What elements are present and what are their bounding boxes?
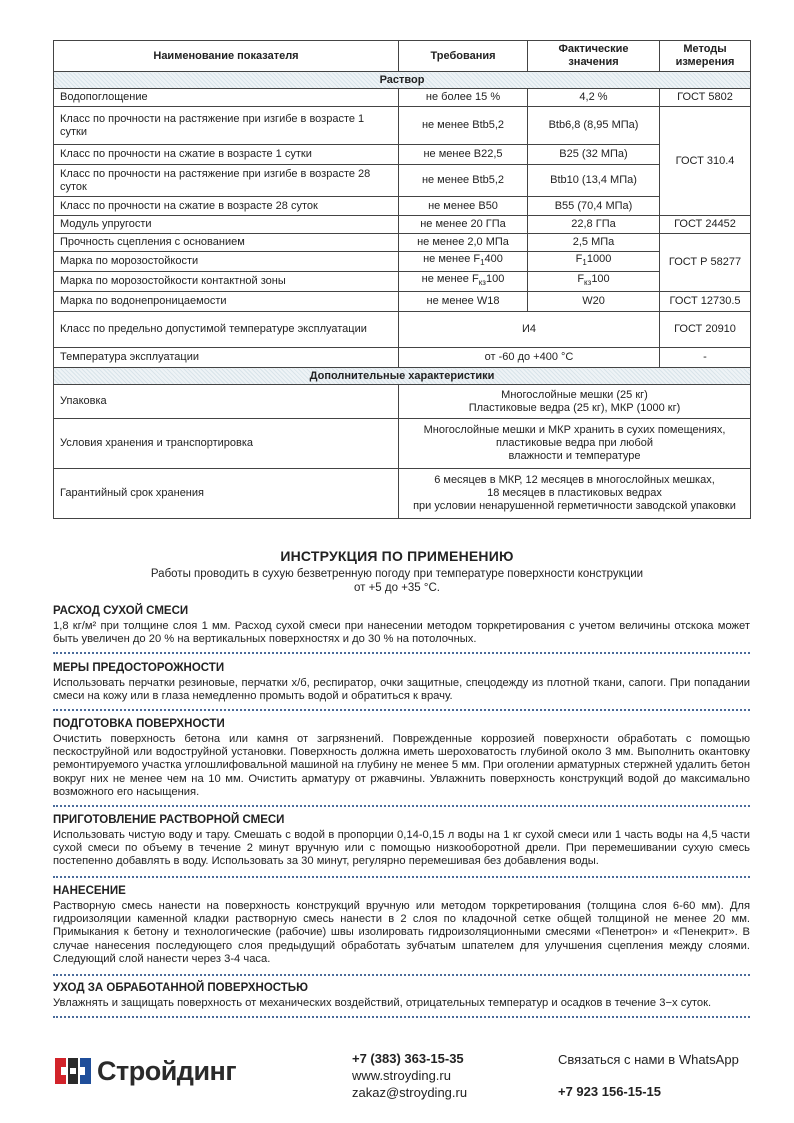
dotted-divider: [53, 974, 750, 976]
dotted-divider: [53, 1016, 750, 1018]
row-name: Модуль упругости: [54, 216, 399, 234]
table-row: [54, 385, 751, 419]
phone-link[interactable]: +7 (383) 363-15-35: [352, 1051, 464, 1066]
logo-mark-icon: [53, 1056, 93, 1086]
section-text: Растворную смесь нанести на поверхность конструкций вручную или методом торкретирования (толщина слоя 6-60 мм). Для гидроизоляции каменной кладки растворную смесь нанести в 2 слоя по кладочной сетке общей толщиной не менее 20 мм. Примыкания к бетону и технологические (рабочие) швы изолировать гидроизоляционными смесями «Пенетрон» и «Пенекрит». В случае нанесения последующего слоя предыдущий обработать зубчатым шпателем для улучшения сцепления между слоями. Следующий слой нанести через 3-4 часа.: [53, 900, 750, 965]
section-mixing: [53, 813, 750, 869]
fact-subscript: кз: [584, 278, 592, 288]
row-fact: W20: [528, 292, 660, 312]
row-name: Класс по прочности на растяжение при изгибе в возрасте 28 суток: [54, 165, 399, 197]
req-prefix: не менее F: [421, 273, 479, 286]
subtitle-line: от +5 до +35 °С.: [353, 582, 440, 594]
header-actual: Фактические значения: [528, 41, 660, 72]
row-method: -: [660, 348, 751, 368]
value-line: 6 месяцев в МКР, 12 месяцев в многослойных мешках,: [434, 474, 715, 486]
fact-prefix: F: [577, 273, 585, 286]
row-fact: 2,5 МПа: [528, 234, 660, 252]
row-fact: B25 (32 МПа): [528, 145, 660, 165]
row-method: ГОСТ 310.4: [660, 107, 751, 216]
subtitle-line: Работы проводить в сухую безветренную погоду при температуре поверхности конструкции: [150, 568, 644, 580]
table-row: [54, 216, 751, 234]
table-row: [54, 234, 751, 252]
section-heading: УХОД ЗА ОБРАБОТАННОЙ ПОВЕРХНОСТЬЮ: [53, 982, 308, 994]
section-precautions: [53, 661, 750, 703]
email-link[interactable]: zakaz@stroyding.ru: [352, 1085, 468, 1100]
row-name: Упаковка: [54, 385, 399, 419]
fact-postfix: 1000: [586, 253, 612, 266]
section-text: Использовать чистую воду и тару. Смешать с водой в пропорции 0,14-0,15 л воды на 1 кг сухой смеси или 1 часть воды на 4,5 части сухой смеси по объему в течение 2 минут вручную или с помощью низкооборотной дрели. При перемешивании сухую смесь постепенно добавлять в воду. Использовать за 30 минут, регулярно перемешивая без добавления воды.: [53, 829, 750, 868]
section-row-additional: [54, 368, 751, 385]
spec-table: [53, 40, 751, 519]
header-name: Наименование показателя: [54, 41, 399, 72]
row-fact: 22,8 ГПа: [528, 216, 660, 234]
row-fact: B55 (70,4 МПа): [528, 197, 660, 216]
row-merged-value: И4: [399, 312, 660, 348]
row-req: не менее B22,5: [399, 145, 528, 165]
row-fact: [528, 252, 660, 272]
section-text: Увлажнять и защищать поверхность от механических воздействий, отрицательных температур и осадков в течение 3−х суток.: [53, 997, 712, 1009]
req-prefix: не менее F: [423, 253, 481, 266]
value-line: влажности и температуре: [508, 450, 641, 462]
value-line: Многослойные мешки и МКР хранить в сухих помещениях,: [423, 424, 726, 436]
value-line: 18 месяцев в пластиковых ведрах: [487, 487, 662, 499]
company-logo[interactable]: [53, 1055, 273, 1087]
row-req: [399, 252, 528, 272]
footer: [0, 1040, 794, 1110]
whatsapp-phone-link[interactable]: +7 923 156-15-15: [558, 1084, 662, 1099]
row-req: не менее 2,0 МПа: [399, 234, 528, 252]
fact-subscript: 1: [582, 258, 587, 268]
row-name: Марка по морозостойкости: [54, 252, 399, 272]
value-line: пластиковые ведра при любой: [496, 437, 653, 449]
req-subscript: 1: [480, 258, 485, 268]
row-name: Класс по прочности на сжатие в возрасте 1 сутки: [54, 145, 399, 165]
row-req: [399, 272, 528, 292]
row-name: Температура эксплуатации: [54, 348, 399, 368]
section-heading: МЕРЫ ПРЕДОСТОРОЖНОСТИ: [53, 662, 225, 674]
instructions-title: ИНСТРУКЦИЯ ПО ПРИМЕНЕНИЮ: [280, 548, 514, 564]
row-req: не менее 20 ГПа: [399, 216, 528, 234]
section-title: Раствор: [54, 72, 751, 89]
table-row: [54, 145, 751, 165]
table-row: [54, 312, 751, 348]
row-name: Класс по предельно допустимой температуре эксплуатации: [54, 312, 399, 348]
section-text: 1,8 кг/м² при толщине слоя 1 мм. Расход сухой смеси при нанесении методом торкретирования с учетом величины отскока может быть увеличен до 20 % на вертикальных поверхностях и до 30 % на потолочных.: [53, 620, 750, 646]
table-row: [54, 348, 751, 368]
row-fact: 4,2 %: [528, 89, 660, 107]
section-heading: ПРИГОТОВЛЕНИЕ РАСТВОРНОЙ СМЕСИ: [53, 814, 285, 826]
contacts-block: [352, 1050, 467, 1101]
row-req: не менее Btb5,2: [399, 107, 528, 145]
value-line: Пластиковые ведра (25 кг), МКР (1000 кг): [468, 401, 681, 414]
row-name: Марка по водонепроницаемости: [54, 292, 399, 312]
header-methods: Методы измерения: [660, 41, 751, 72]
logo-text: Стройдинг: [97, 1055, 237, 1086]
section-text: Очистить поверхность бетона или камня от загрязнений. Поврежденные коррозией поверхности обработать с помощью пескоструйной или водоструйной установки. Поверхность должна иметь шероховатость глубиной около 3 мм. Выполнить окантовку ремонтируемого участка углошлифовальной машиной на глубину не менее 5 мм. При оголении арматурных стержней удалить бетон вокруг них не менее чем на 10 мм. Очистить арматуру от ржавчины. Увлажнить поверхность конструкций водой до максимально возможного его насыщения.: [53, 733, 750, 798]
row-merged-value: [399, 419, 751, 469]
row-method: ГОСТ 24452: [660, 216, 751, 234]
table-row: [54, 89, 751, 107]
section-heading: ПОДГОТОВКА ПОВЕРХНОСТИ: [53, 718, 225, 730]
dotted-divider: [53, 876, 750, 878]
req-postfix: 100: [485, 273, 505, 286]
section-consumption: [53, 604, 750, 646]
section-heading: НАНЕСЕНИЕ: [53, 885, 126, 897]
table-row: [54, 107, 751, 145]
section-text: Использовать перчатки резиновые, перчатки х/б, респиратор, очки защитные, спецодежду из плотной ткани, сапоги. При попадании смеси на кожу или в глаза немедленно промыть водой и обратиться к врачу.: [53, 677, 750, 703]
section-heading: РАСХОД СУХОЙ СМЕСИ: [53, 605, 189, 617]
table-row: [54, 419, 751, 469]
table-row: [54, 252, 751, 272]
row-merged-value: от -60 до +400 °С: [399, 348, 660, 368]
row-req: не менее W18: [399, 292, 528, 312]
row-fact: Btb6,8 (8,95 МПа): [528, 107, 660, 145]
table-row: [54, 292, 751, 312]
row-name: Класс по прочности на сжатие в возрасте 28 суток: [54, 197, 399, 216]
fact-prefix: F: [575, 253, 583, 266]
whatsapp-label: Связаться с нами в WhatsApp: [558, 1052, 739, 1067]
table-row: [54, 469, 751, 519]
dotted-divider: [53, 652, 750, 654]
row-name: Марка по морозостойкости контактной зоны: [54, 272, 399, 292]
row-merged-value: [399, 385, 751, 419]
row-fact: [528, 272, 660, 292]
table-row: [54, 165, 751, 197]
row-fact: Btb10 (13,4 МПа): [528, 165, 660, 197]
section-care: [53, 981, 750, 1010]
row-name: Условия хранения и транспортировка: [54, 419, 399, 469]
req-subscript: кз: [478, 278, 486, 288]
row-method: ГОСТ 20910: [660, 312, 751, 348]
row-req: не менее B50: [399, 197, 528, 216]
section-row-mortar: [54, 72, 751, 89]
row-merged-value: [399, 469, 751, 519]
section-surface-prep: [53, 717, 750, 799]
header-requirements: Требования: [399, 41, 528, 72]
row-name: Водопоглощение: [54, 89, 399, 107]
row-name: Гарантийный срок хранения: [54, 469, 399, 519]
row-req: не более 15 %: [399, 89, 528, 107]
row-method: ГОСТ 5802: [660, 89, 751, 107]
table-row: [54, 197, 751, 216]
table-header-row: [54, 41, 751, 72]
section-application: [53, 884, 750, 966]
fact-postfix: 100: [591, 273, 610, 286]
website-link[interactable]: www.stroyding.ru: [352, 1068, 451, 1083]
section-title: Дополнительные характеристики: [54, 368, 751, 385]
value-line: Многослойные мешки (25 кг): [501, 388, 648, 401]
row-name: Прочность сцепления с основанием: [54, 234, 399, 252]
dotted-divider: [53, 805, 750, 807]
req-postfix: 400: [484, 253, 503, 266]
dotted-divider: [53, 709, 750, 711]
instructions-subtitle: [120, 567, 674, 595]
row-method: ГОСТ 12730.5: [660, 292, 751, 312]
row-method: ГОСТ Р 58277: [660, 234, 751, 292]
value-line: при условии ненарушенной герметичности заводской упаковки: [413, 500, 736, 512]
row-name: Класс по прочности на растяжение при изгибе в возрасте 1 сутки: [54, 107, 399, 145]
row-req: не менее Btb5,2: [399, 165, 528, 197]
table-row: [54, 272, 751, 292]
